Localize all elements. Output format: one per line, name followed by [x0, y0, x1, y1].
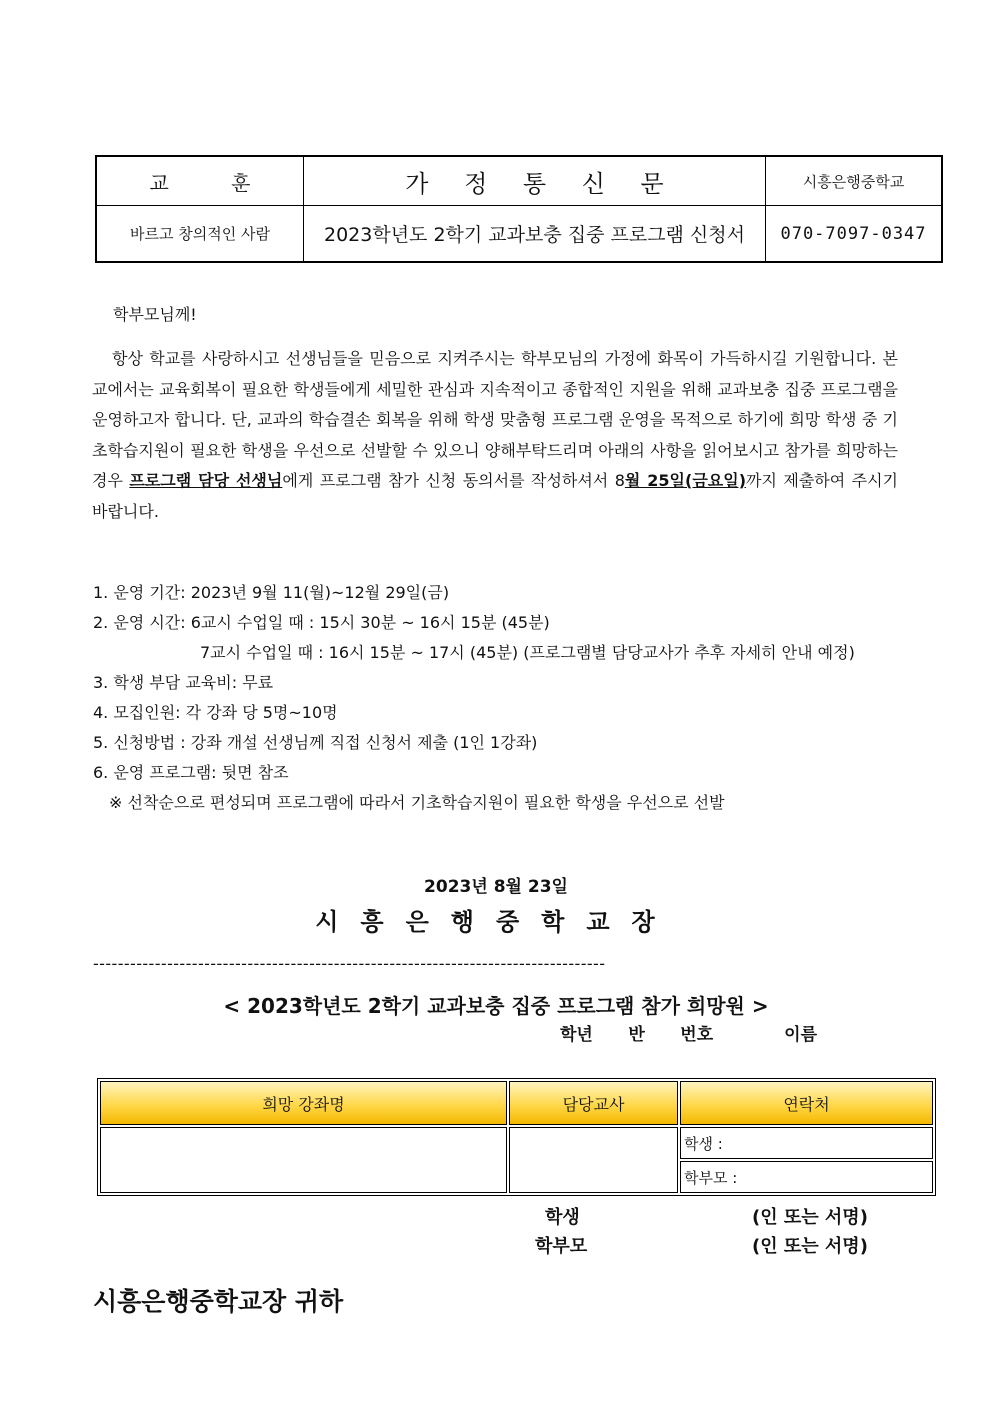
- list-item: 3. 학생 부담 교육비: 무료: [93, 673, 274, 692]
- parent-contact-label: 학부모 :: [684, 1168, 738, 1187]
- parent-signature-field[interactable]: (인 또는 서명): [752, 1236, 868, 1257]
- list-item: 1. 운영 기간: 2023년 9월 11(월)~12월 29일(금): [93, 583, 450, 602]
- document-title: 가 정 통 신 문: [405, 169, 678, 198]
- school-motto: 바르고 창의적인 사람: [130, 225, 270, 243]
- letter-text: 항상 학교를 사랑하시고 선생님들을 믿음으로 지켜주시는 학부모님의 가정에 화목이 가득하시길 기원합니다. 본교에서는 교육회복이 필요한 학생들에게 세밀한 관심과 지속적이고 종합적인 지원을 위해 교과보충 집중 프로그램을 운영하고자 합니다. 단, 교과의 학습결손 회복을 위해 학생 맞춤형 프로그램 운영을 목적으로 하기에 희망 학생 중 기초학습지원이 필요한 학생을 우선으로 선발할 수 있으니 양해부탁드리며 아래의 사항을 읽어보시고 참가를 희망하는 경우: [92, 349, 898, 490]
- school-name: 시흥은행중학교: [802, 172, 905, 191]
- school-phone: 070-7097-0347: [780, 223, 927, 244]
- student-contact-label: 학생 :: [684, 1134, 723, 1153]
- student-sign-label: 학생: [545, 1207, 580, 1228]
- header-table: [95, 155, 943, 263]
- issue-date: 2023년 8월 23일: [424, 877, 568, 897]
- letter-text: 에게 프로그램 참가 신청 동의서를 작성하셔서 8: [282, 471, 625, 490]
- letter-body: [92, 344, 898, 527]
- info-list: [93, 578, 855, 818]
- list-item: 7교시 수업일 때 : 16시 15분 ~ 17시 (45분) (프로그램별 담당교사가 추후 자세히 안내 예정): [200, 643, 855, 662]
- highlight-teacher: 프로그램 담당 선생님: [129, 471, 283, 490]
- addressee: 시흥은행중학교장 귀하: [93, 1287, 344, 1316]
- application-table: [97, 1078, 936, 1196]
- form-title: < 2023학년도 2학기 교과보충 집중 프로그램 참가 희망원 >: [223, 994, 769, 1018]
- column-header: 연락처: [680, 1081, 933, 1125]
- list-item: 5. 신청방법 : 강좌 개설 선생님께 직접 신청서 제출 (1인 1강좌): [93, 733, 538, 752]
- letter-text: 까지 제출하여 주시기 바랍니다.: [92, 471, 899, 521]
- motto-heading: 교 훈: [149, 170, 279, 195]
- course-name-field[interactable]: [100, 1127, 507, 1193]
- parent-sign-label: 학부모: [535, 1236, 588, 1257]
- cut-line: -----------------------------------------------------------------------------------: [93, 954, 606, 973]
- column-header: 희망 강좌명: [100, 1081, 507, 1125]
- student-signature-field[interactable]: (인 또는 서명): [752, 1207, 868, 1228]
- column-header: 담당교사: [509, 1081, 678, 1125]
- list-item: 4. 모집인원: 각 강좌 당 5명~10명: [93, 703, 338, 722]
- student-info-fields: 학년 반 번호 이름: [560, 1025, 817, 1045]
- student-contact-field[interactable]: [680, 1127, 933, 1159]
- selection-note: ※ 선착순으로 편성되며 프로그램에 따라서 기초학습지원이 필요한 학생을 우선으로 선발: [109, 793, 725, 812]
- list-item: 6. 운영 프로그램: 뒷면 참조: [93, 763, 289, 782]
- list-item: 2. 운영 시간: 6교시 수업일 때 : 15시 30분 ~ 16시 15분 (45분): [93, 613, 550, 632]
- parent-contact-field[interactable]: [680, 1161, 933, 1193]
- document-subject: 2023학년도 2학기 교과보충 집중 프로그램 신청서: [323, 224, 745, 246]
- principal-title: 시흥은행중학교장: [315, 908, 677, 936]
- highlight-deadline: 월 25일(금요일): [624, 471, 747, 490]
- greeting: 학부모님께!: [113, 305, 197, 324]
- teacher-field[interactable]: [509, 1127, 678, 1193]
